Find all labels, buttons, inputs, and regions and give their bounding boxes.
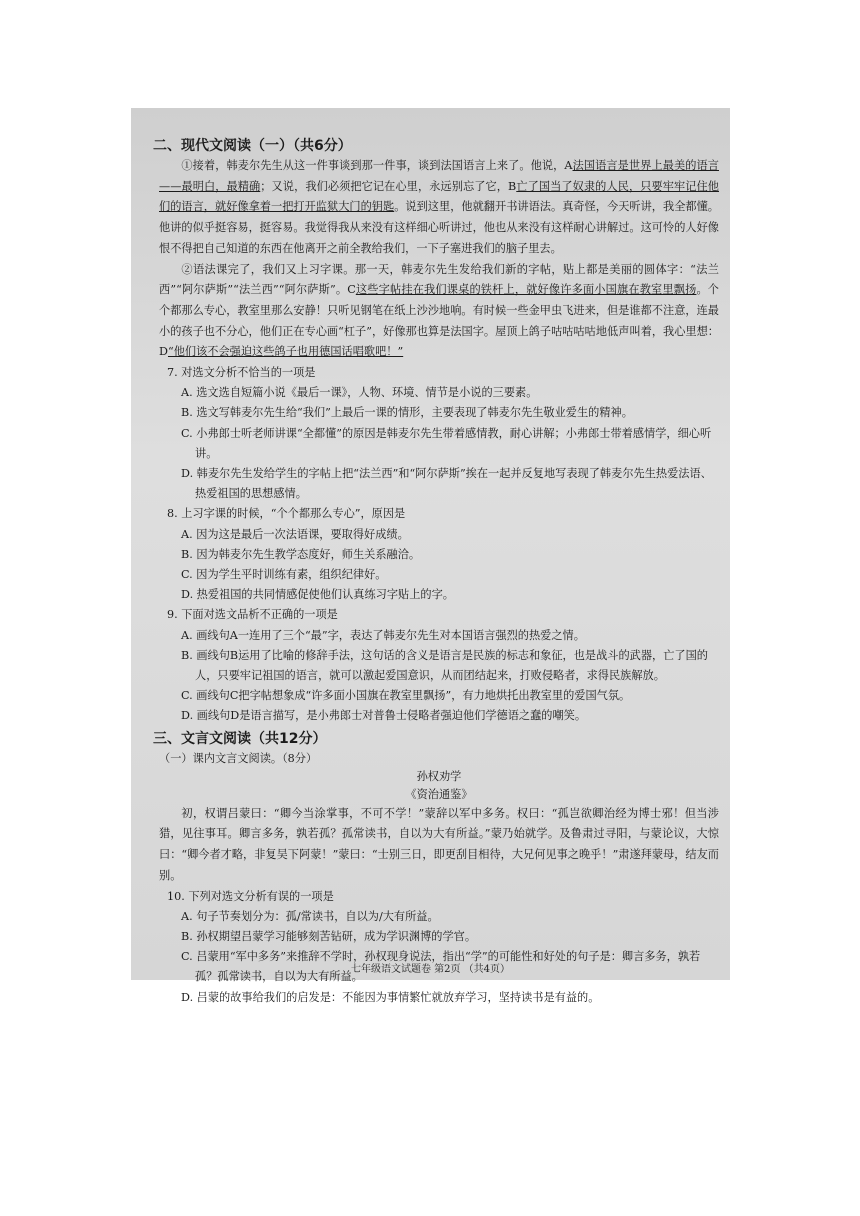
- question-7-option-a: A. 选文选自短篇小说《最后一课》，人物、环境、情节是小说的三要素。: [181, 386, 538, 400]
- classical-subsection-title: （一）课内文言文阅读。（8分）: [159, 751, 318, 765]
- question-7-option-d: D. 韩麦尔先生发给学生的字帖上把“法兰西”和“阿尔萨斯”挨在一起并反复地写表现了韩麦尔先生热爱法语、热爱祖国的思想感情。: [181, 467, 712, 501]
- question-7-option-b: B. 选文写韩麦尔先生给“我们”上最后一课的情形，主要表现了韩麦尔先生敬业爱生的精神。: [181, 406, 633, 420]
- question-9-option-c: C. 画线句C把字帖想象成“许多面小国旗在教室里飘扬”，有力地烘托出教室里的爱国气氛。: [181, 689, 631, 703]
- question-9-option-a: A. 画线句A一连用了三个“最”字，表达了韩麦尔先生对本国语言强烈的热爱之情。: [181, 628, 585, 642]
- underlined-sentence-a: 法国语言是世界上最美的语言——最明白，最精确: [159, 159, 719, 193]
- question-10-option-a: A. 句子节奏划分为：孤/常读书，自以为/大有所益。: [181, 909, 439, 923]
- question-7-option-c: C. 小弗郎士听老师讲课“全都懂”的原因是韩麦尔先生带着感情教，耐心讲解；小弗郎士带着感情学，细心听讲。: [181, 426, 712, 460]
- question-9-stem: 9. 下面对选文品析不正确的一项是: [167, 608, 338, 622]
- question-8-option-b: B. 因为韩麦尔先生教学态度好，师生关系融洽。: [181, 547, 421, 561]
- para1-text: 。说到这里，他就翻开书讲语法。真奇怪，今天听讲，我全都懂。他讲的似乎挺容易，挺容易。我觉得我从来没有这样细心听讲过，他也从来没有这样耐心讲解过。这可怜的人好像恨不得把自己知道的东西在他离开之前全教给我们，一下子塞进我们的脑子里去。: [159, 200, 719, 255]
- exam-sheet: [153, 134, 719, 1008]
- question-9-option-d: D. 画线句D是语言描写，是小弗郎士对普鲁士侵略者强迫他们学德语之蠢的嘲笑。: [181, 709, 587, 723]
- section-modern-title: 二、现代文阅读（一）（共6分）: [153, 138, 352, 154]
- page-footer: 七年级语文试题卷 第2页 （共4页）: [350, 964, 511, 975]
- para2-text: 。个个都那么专心，教室里那么安静！只听见钢笔在纸上沙沙地响。有时候一些金甲虫飞进来，但是谁都不注意，连最小的孩子也不分心，他们正在专心画“杠子”，好像那也算是法国字。屋顶上鸽子咕咕咕咕地低声叫着，我心里想：D: [159, 283, 719, 359]
- section-classical-title: 三、文言文阅读（共12分）: [153, 730, 327, 747]
- para2-text: ②语法课完了，我们又上习字课。那一天，韩麦尔先生发给我们新的字帖，贴上都是美丽的圆体字：“法兰西”“阿尔萨斯”“法兰西”“阿尔萨斯”。C: [159, 262, 719, 297]
- question-8-option-a: A. 因为这是最后一次法语课，要取得好成绩。: [181, 527, 409, 541]
- para1-text: ①接着，韩麦尔先生从这一件事谈到那一件事，谈到法国语言上来了。他说，A: [181, 159, 573, 172]
- classical-passage: 初，权谓吕蒙曰：“卿今当涂掌事，不可不学！”蒙辞以军中多务。权曰：“孤岂欲卿治经为博士邪！但当涉猎，见往事耳。卿言多务，孰若孤？孤常读书，自以为大有所益。”蒙乃始就学。及鲁肃过寻阳，与蒙论议，大惊曰：“卿今者才略，非复吴下阿蒙！”蒙曰：“士别三日，即更刮目相待，大兄何见事之晚乎！”肃遂拜蒙母，结友而别。: [159, 806, 719, 882]
- question-9-option-b: B. 画线句B运用了比喻的修辞手法，这句话的含义是语言是民族的标志和象征，也是战斗的武器，亡了国的人，只要牢记祖国的语言，就可以激起爱国意识，从而团结起来，打败侵略者，求得民族解放。: [181, 648, 708, 683]
- question-10-stem: 10. 下列对选文分析有误的一项是: [167, 889, 334, 903]
- question-7-stem: 7. 对选文分析不恰当的一项是: [167, 366, 316, 380]
- para1-text: ；又说，我们必须把它记在心里，永远别忘了它，B: [260, 179, 517, 193]
- classical-essay-source: 《资治通鉴》: [405, 787, 473, 801]
- underlined-sentence-d: “他们该不会强迫这些鸽子也用德国话唱歌吧！”: [167, 345, 404, 359]
- question-10-option-d: D. 吕蒙的故事给我们的启发是：不能因为事情繁忙就放弃学习，坚持读书是有益的。: [181, 990, 600, 1004]
- underlined-sentence-b: 亡了国当了奴隶的人民，只要牢牢记住他们的语言，就好像拿着一把打开监狱大门的钥匙: [159, 179, 719, 214]
- passage-paragraph-1: [159, 156, 719, 260]
- question-10-option-c: C. 吕蒙用“军中多务”来推辞不学时，孙权现身说法，指出“学”的可能性和好处的句子是：卿言多务，孰若孤？孤常读书，自以为大有所益。: [181, 950, 701, 984]
- question-8-option-d: D. 热爱祖国的共同情感促使他们认真练习字贴上的字。: [181, 588, 454, 602]
- question-8-option-c: C. 因为学生平时训练有素，组织纪律好。: [181, 568, 387, 582]
- classical-essay-title: 孙权劝学: [416, 769, 462, 783]
- question-8-stem: 8. 上习字课的时候，“个个都那么专心”，原因是: [167, 507, 406, 521]
- question-10-option-b: B. 孙权期望吕蒙学习能够刻苦钻研，成为学识渊博的学官。: [181, 929, 477, 943]
- exam-photo: [131, 108, 730, 1004]
- underlined-sentence-c: 这些字帖挂在我们课桌的铁杆上，就好像许多面小国旗在教室里飘扬: [355, 283, 697, 297]
- passage-paragraph-2: [159, 260, 719, 364]
